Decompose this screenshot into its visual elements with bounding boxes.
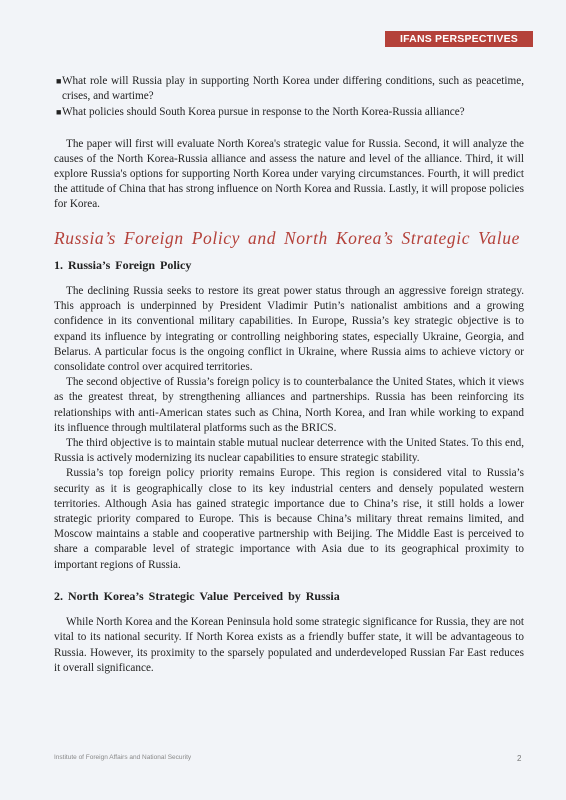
document-body [54, 74, 524, 676]
subsection-heading-2: 2. North Korea’s Strategic Value Perceived by Russia [54, 588, 340, 603]
document-page [6, 4, 560, 794]
list-item: ■ What policies should South Korea pursue in response to the North Korea-Russia alliance? [54, 105, 524, 120]
footer-institute: Institute of Foreign Affairs and National Security [54, 754, 192, 761]
header-banner: IFANS PERSPECTIVES [385, 31, 533, 47]
paragraph: While North Korea and the Korean Peninsula hold some strategic significance for Russia, they are not vital to its national security. If North Korea exists as a friendly buffer state, it will be advantageous to Russia. However, its proximity to the sparsely populated and underdeveloped Russian Far East reduces it overall significance. [54, 616, 524, 674]
question-list [54, 74, 524, 121]
paragraph: The third objective is to maintain stable mutual nuclear deterrence with the United States. To this end, Russia is actively modernizing its nuclear capabilities to ensure strategic stability. [54, 437, 524, 465]
subsection-heading-1: 1. Russia’s Foreign Policy [54, 257, 192, 272]
intro-paragraph: The paper will first will evaluate North Korea's strategic value for Russia. Second, it will analyze the causes of the North Korea-Russia alliance and assess the nature and level of the alliance. Third, it will explore Russia's options for supporting North Korea under varying circumstances. Fourth, it will predict the attitude of China that has strong influence on North Korea and Russia. Lastly, it will propose policies for Korea. [54, 137, 524, 211]
paragraph: The declining Russia seeks to restore its great power status through an aggressive foreign strategy. This approach is underpinned by President Vladimir Putin’s nationalist ambitions and a growing confidence in its conventional military capabilities. In Europe, Russia’s key strategic objective is to expand its influence by integrating or controlling neighboring states, especially Ukraine, Georgia, and Belarus. A particular focus is the ongoing conflict in Ukraine, where Russia aims to achieve victory or consolidate control over acquired territories. [54, 285, 524, 374]
bullet-icon: ■ [56, 107, 62, 118]
paragraph: The second objective of Russia’s foreign policy is to counterbalance the United States, which it views as the greatest threat, by strengthening alliances and partnerships. Russia has been reinforcing its relationships with anti-American states such as China, North Korea, and Iran while working to expand its influence through multilateral platforms such as the BRICS. [54, 376, 524, 434]
section-heading: Russia’s Foreign Policy and North Korea’s Strategic Value [54, 227, 520, 248]
bullet-icon: ■ [56, 76, 62, 86]
list-item: ■ What role will Russia play in supporting North Korea under differing conditions, such as peacetime, crises, and wartime? [56, 75, 524, 103]
page-number: 2 [517, 754, 522, 763]
paragraph: Russia’s top foreign policy priority remains Europe. This region is considered vital to Russia’s security as it is geographically close to its key industrial centers and densely populated western territories. Although Asia has gained strategic importance due to China’s rise, it still holds a lower strategic priority compared to Europe. This is because China’s military threat remains limited, and Moscow maintains a stable and cooperative partnership with Beijing. The Middle East is perceived to share a comparable level of strategic importance with Asia due to its geographical proximity to important regions of Russia. [54, 467, 524, 571]
